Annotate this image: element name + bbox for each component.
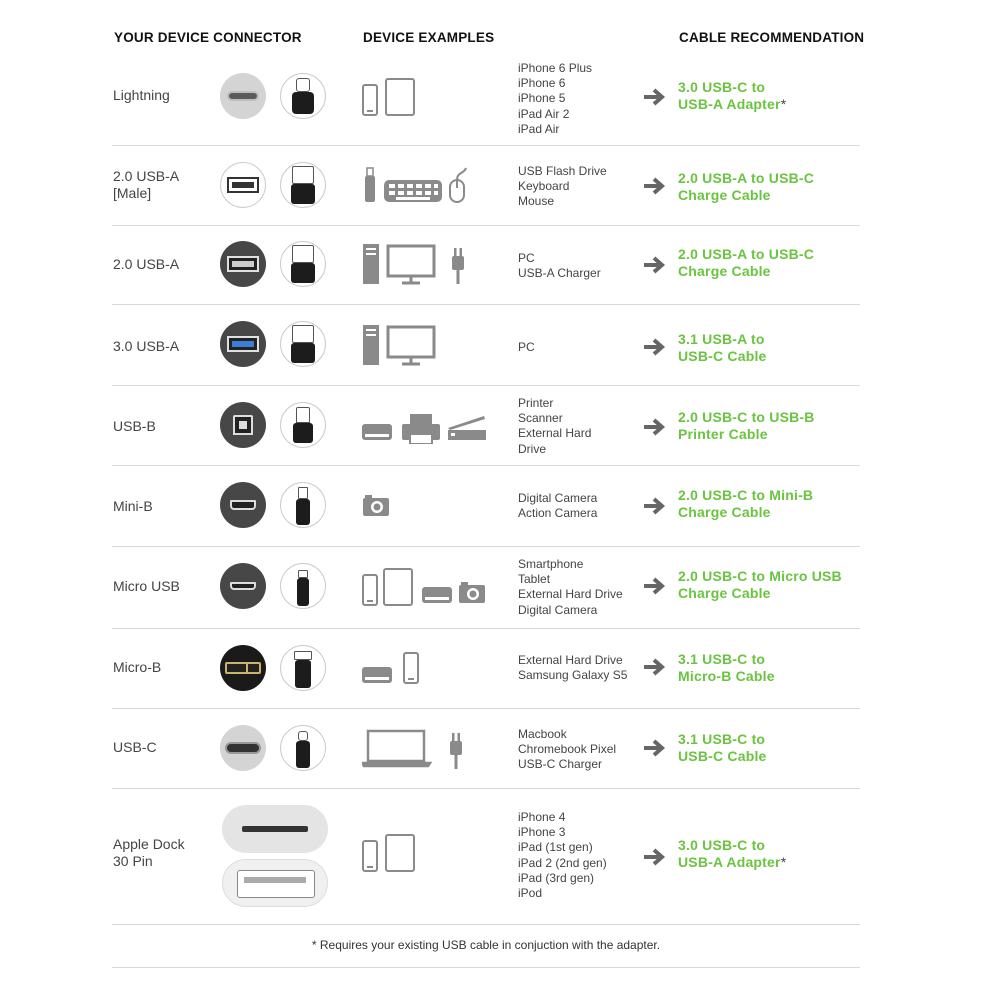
usb-a-plug-image [280,241,326,287]
usb-c-plug-image [280,725,326,771]
rec-line: Charge Cable [678,263,771,279]
device-icons [362,567,488,607]
device-item: iPhone 6 [518,76,566,91]
device-item: iPhone 4 [518,810,566,824]
rec-line: 2.0 USB-C to USB-B [678,409,815,425]
cable-recommendation [678,79,786,113]
cable-recommendation [678,409,815,443]
cable-recommendation [678,331,767,365]
device-icons [362,494,392,518]
arrow-right-icon [642,86,666,108]
device-item: Samsung Galaxy S5 [518,668,628,683]
tablet-icon [386,835,414,871]
device-item: Scanner [518,411,563,426]
arrow-right-icon [642,254,666,276]
camera-icon [459,582,485,603]
device-icons [362,166,472,206]
usb-a-port-image [220,162,266,208]
micro-usb-plug-image [280,563,326,609]
connector-name: Lightning [113,87,170,103]
monitor-icon [388,246,434,283]
connector-row-usb-a-3 [112,305,860,386]
pc-tower-icon [363,325,379,365]
rec-line: Charge Cable [678,187,771,203]
dock-plug-image [222,859,328,907]
keyboard-icon [384,180,442,202]
device-item: iPad (3rd gen) [518,870,595,885]
cable-recommendation [678,170,814,204]
device-icons [362,833,422,873]
charger-plug-icon [450,733,462,769]
asterisk: * [780,96,787,112]
device-list [518,557,623,618]
lightning-plug-image [280,73,326,119]
connector-name: Mini-B [113,498,153,514]
device-item: PC [518,340,535,354]
rec-line: 2.0 USB-C to Mini-B [678,487,814,503]
mouse-icon [450,168,466,202]
device-item: Digital Camera [518,602,598,617]
device-item: iPad Air 2 [518,106,570,121]
arrow-right-icon [642,737,666,759]
connector-row-micro-b [112,629,860,709]
arrow-right-icon [642,846,666,868]
usb-a-plug-image [280,162,326,208]
connector-row-mini-b [112,466,860,547]
header-device-examples: DEVICE EXAMPLES [363,30,495,45]
device-item: iPhone 3 [518,825,566,840]
arrow-right-icon [642,656,666,678]
device-item: Smartphone [518,557,584,571]
rec-line: Printer Cable [678,426,768,442]
hard-drive-icon [422,587,452,603]
connector-name: 3.0 USB-A [113,338,180,354]
tablet-icon [386,79,414,115]
device-item: Drive [518,441,547,456]
usb-a-3-port-image [220,321,266,367]
device-list [518,340,535,355]
device-item: Chromebook Pixel [518,742,617,757]
rec-line: 3.1 USB-C to [678,731,766,747]
divider [112,967,860,968]
device-item: iPad (1st gen) [518,840,593,855]
rec-line: 2.0 USB-C to Micro USB [678,568,842,584]
lightning-port-image [220,73,266,119]
device-item: iPhone 5 [518,91,566,106]
micro-b-port-image [220,645,266,691]
usb-flash-drive-icon [365,168,375,202]
device-item: PC [518,251,535,265]
arrow-right-icon [642,575,666,597]
rec-line: 3.0 USB-C to [678,837,766,853]
hard-drive-icon [362,424,392,440]
device-item: USB-C Charger [518,757,603,772]
rec-line: Charge Cable [678,585,771,601]
phone-icon [363,575,377,605]
mini-b-plug-image [280,482,326,528]
footnote: * Requires your existing USB cable in conjuction with the adapter. [311,938,661,952]
scanner-icon [448,416,486,440]
cable-recommendation [678,837,786,871]
rec-line: 3.1 USB-A to [678,331,765,347]
device-item: Tablet [518,572,551,587]
rec-line: USB-C Cable [678,348,767,364]
cable-recommendation [678,246,814,280]
device-list [518,491,597,521]
connector-name: Apple Dock 30 Pin [113,836,185,869]
arrow-right-icon [642,416,666,438]
micro-usb-port-image [220,563,266,609]
header-cable-recommendation: CABLE RECOMMENDATION [679,30,865,45]
device-item: Macbook [518,727,567,741]
connector-name: Micro USB [113,578,180,594]
device-icons [362,77,422,117]
connector-row-usb-b [112,386,860,466]
rec-line: USB-C Cable [678,748,767,764]
tablet-icon [384,569,412,605]
device-item: USB-A Charger [518,266,601,281]
charger-plug-icon [452,248,464,284]
micro-b-plug-image [280,645,326,691]
device-item: iPhone 6 Plus [518,61,593,75]
rec-line: USB-A Adapter [678,96,781,112]
printer-icon [402,414,440,444]
rec-line: Micro-B Cable [678,668,775,684]
connector-row-micro-usb [112,547,860,629]
connector-row-usb-c [112,709,860,789]
device-item: iPod [518,886,543,901]
device-icons [362,729,472,769]
phone-icon [404,653,418,683]
connector-row-lightning [112,55,860,146]
mini-b-port-image [220,482,266,528]
device-item: Action Camera [518,506,598,521]
monitor-icon [388,327,434,364]
device-list [518,164,607,210]
laptop-icon [362,731,430,766]
connector-name: USB-B [113,418,156,434]
connector-row-usb-a-male [112,146,860,226]
cable-recommendation [678,651,775,685]
device-icons [362,651,432,691]
device-item: iPad Air [518,121,560,136]
device-item: External Hard Drive [518,653,623,667]
device-item: Mouse [518,194,555,209]
usb-c-port-image [220,725,266,771]
usb-a-port-image [220,241,266,287]
cable-recommendation [678,487,813,521]
device-item: External Hard [518,426,592,441]
camera-icon [363,495,389,516]
rec-line: USB-A Adapter [678,854,781,870]
connector-name: Micro-B [113,659,162,675]
device-icons [362,414,488,444]
phone-icon [363,841,377,871]
device-list [518,61,592,137]
device-list [518,727,616,773]
usb-a-plug-image [280,321,326,367]
usb-b-plug-image [280,402,326,448]
rec-line: 3.1 USB-C to [678,651,766,667]
device-list [518,653,627,683]
device-item: Keyboard [518,179,570,194]
device-item: External Hard Drive [518,587,623,602]
pc-tower-icon [363,244,379,284]
dock-port-image [222,805,328,853]
arrow-right-icon [642,495,666,517]
device-item: iPad 2 (2nd gen) [518,855,607,870]
cable-recommendation [678,568,842,602]
device-list [518,810,607,901]
arrow-right-icon [642,336,666,358]
cable-recommendation [678,731,767,765]
device-list [518,396,591,457]
header-connector: YOUR DEVICE CONNECTOR [114,30,302,45]
connector-name: 2.0 USB-A [Male] [113,168,180,201]
asterisk: * [780,854,787,870]
hard-drive-icon [362,667,392,683]
device-item: USB Flash Drive [518,164,607,178]
connector-name: USB-C [113,739,157,755]
device-item: Digital Camera [518,491,598,505]
device-item: Printer [518,396,554,410]
usb-b-port-image [220,402,266,448]
rec-line: 2.0 USB-A to USB-C [678,170,815,186]
rec-line: 2.0 USB-A to USB-C [678,246,815,262]
connector-name: 2.0 USB-A [113,256,180,272]
phone-icon [363,85,377,115]
device-list [518,251,601,281]
rec-line: Charge Cable [678,504,771,520]
connector-row-usb-a-2 [112,226,860,305]
arrow-right-icon [642,175,666,197]
device-icons [362,323,442,367]
device-icons [362,242,472,286]
rec-line: 3.0 USB-C to [678,79,766,95]
connector-row-apple-dock [112,789,860,925]
